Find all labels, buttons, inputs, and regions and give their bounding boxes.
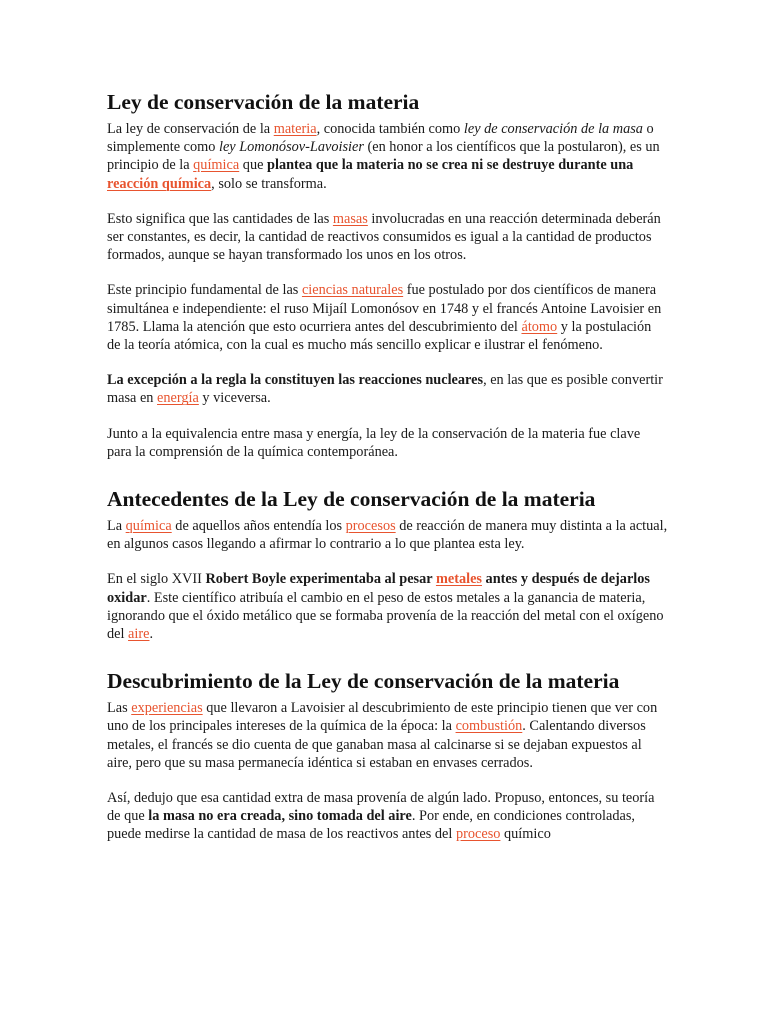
paragraph <box>107 789 668 844</box>
text-run: fue postulado por dos científicos de manera simultánea e independiente: el ruso Mijaíl Lomonósov en 1748 y el francés Antoine Lavoisier en 1785. Llama la atención que esto ocurriera antes del descubrimiento del <box>107 282 662 335</box>
section-heading: Antecedentes de la Ley de conservación de la materia <box>107 487 596 512</box>
text-run: Las <box>107 700 132 717</box>
text-run: o simplemente como <box>107 121 654 156</box>
text-link[interactable]: reacción química <box>107 175 212 192</box>
text-link[interactable]: combustión <box>455 718 523 735</box>
paragraph <box>107 210 668 265</box>
text-link[interactable]: química <box>125 518 172 535</box>
paragraph <box>107 120 668 193</box>
text-run: . <box>149 626 154 643</box>
paragraph <box>107 570 668 643</box>
text-run: Este principio fundamental de las <box>107 282 302 299</box>
paragraph <box>107 517 668 553</box>
text-run: . Por ende, en condiciones controladas, puede medirse la cantidad de masa de los reactivos antes del <box>107 808 635 843</box>
text-run: y viceversa. <box>198 390 271 407</box>
paragraph <box>107 699 668 772</box>
text-run: Así, dedujo que esa cantidad extra de masa provenía de algún lado. Propuso, entonces, su teoría de que <box>107 790 655 825</box>
text-link[interactable]: materia <box>273 121 317 137</box>
italic-text: ley Lomonósov-Lavoisier <box>218 139 364 156</box>
section-heading: Descubrimiento de la Ley de conservación de la materia <box>107 669 620 694</box>
text-run: , conocida también como <box>316 121 464 137</box>
bold-text: plantea que la materia no se crea ni se destruye durante una <box>267 157 634 174</box>
section-body <box>107 699 668 843</box>
text-link[interactable]: experiencias <box>131 700 203 717</box>
section-heading: Ley de conservación de la materia <box>107 90 420 114</box>
text-run: . Este científico atribuía el cambio en el peso de estos metales a la ganancia de materia, ignorando que el óxido metálico que se formaba provenía de la reacción del metal con el oxígeno del <box>107 589 664 643</box>
text-run: que llevaron a Lavoisier al descubrimiento de este principio tienen que ver con uno de los principales intereses de la química de la época: la <box>107 700 658 735</box>
text-run: Esto significa que las cantidades de las <box>107 210 333 227</box>
text-run: involucradas en una reacción determinada deberán ser constantes, es decir, la cantidad de reactivos consumidos es igual a la cantidad de productos formados, aunque se hayan transformado los unos en los otros. <box>107 210 661 264</box>
paragraph <box>107 281 668 354</box>
text-run: de reacción de manera muy distinta a la actual, en algunos casos llegando a afirmar lo contrario a lo que plantea esta ley. <box>107 518 668 553</box>
text-run: químico <box>500 826 551 843</box>
text-run: , en las que es posible convertir masa en <box>107 372 663 407</box>
bold-text: Robert Boyle experimentaba al pesar <box>205 571 436 588</box>
paragraph <box>107 371 668 407</box>
text-run: Junto a la equivalencia entre masa y energía, la ley de la conservación de la materia fue clave para la comprensión de la química contemporánea. <box>107 425 641 460</box>
paragraph <box>107 425 668 461</box>
text-run: La <box>107 518 126 535</box>
text-run: . Calentando diversos metales, el francés se dio cuenta de que ganaban masa al calcinarse si se dejaban expuestos al aire, pero que su masa permanecía idéntica si estaban en envases cerrados. <box>107 718 646 771</box>
section-body <box>107 120 668 461</box>
bold-text: antes y después de dejarlos oxidar <box>107 571 650 606</box>
text-link[interactable]: proceso <box>455 826 501 843</box>
text-run: , solo se transforma. <box>211 175 327 192</box>
text-link[interactable]: metales <box>435 571 482 588</box>
text-run: En el siglo XVII <box>107 571 206 588</box>
text-run: y la postulación de la teoría atómica, con la cual es mucho más sencillo explicar e ilustrar el fenómeno. <box>107 318 652 354</box>
text-link[interactable]: átomo <box>521 318 558 335</box>
bold-text: La excepción a la regla la constituyen las reacciones nucleares <box>107 372 484 389</box>
text-link[interactable]: energía <box>157 390 199 407</box>
text-link[interactable]: procesos <box>345 518 396 535</box>
section-body <box>107 517 668 643</box>
italic-text: ley de conservación de la masa <box>463 121 643 137</box>
text-run: La ley de conservación de la <box>107 121 274 137</box>
text-run: de aquellos años entendía los <box>171 518 346 535</box>
text-link[interactable]: química <box>193 157 240 174</box>
text-run: (en honor a los científicos que la postularon), es un principio de la <box>107 139 660 174</box>
text-link[interactable]: aire <box>128 626 150 643</box>
text-link[interactable]: masas <box>332 210 368 227</box>
text-run: que <box>239 157 268 174</box>
text-link[interactable]: ciencias naturales <box>301 282 404 299</box>
bold-text: la masa no era creada, sino tomada del aire <box>148 808 412 825</box>
